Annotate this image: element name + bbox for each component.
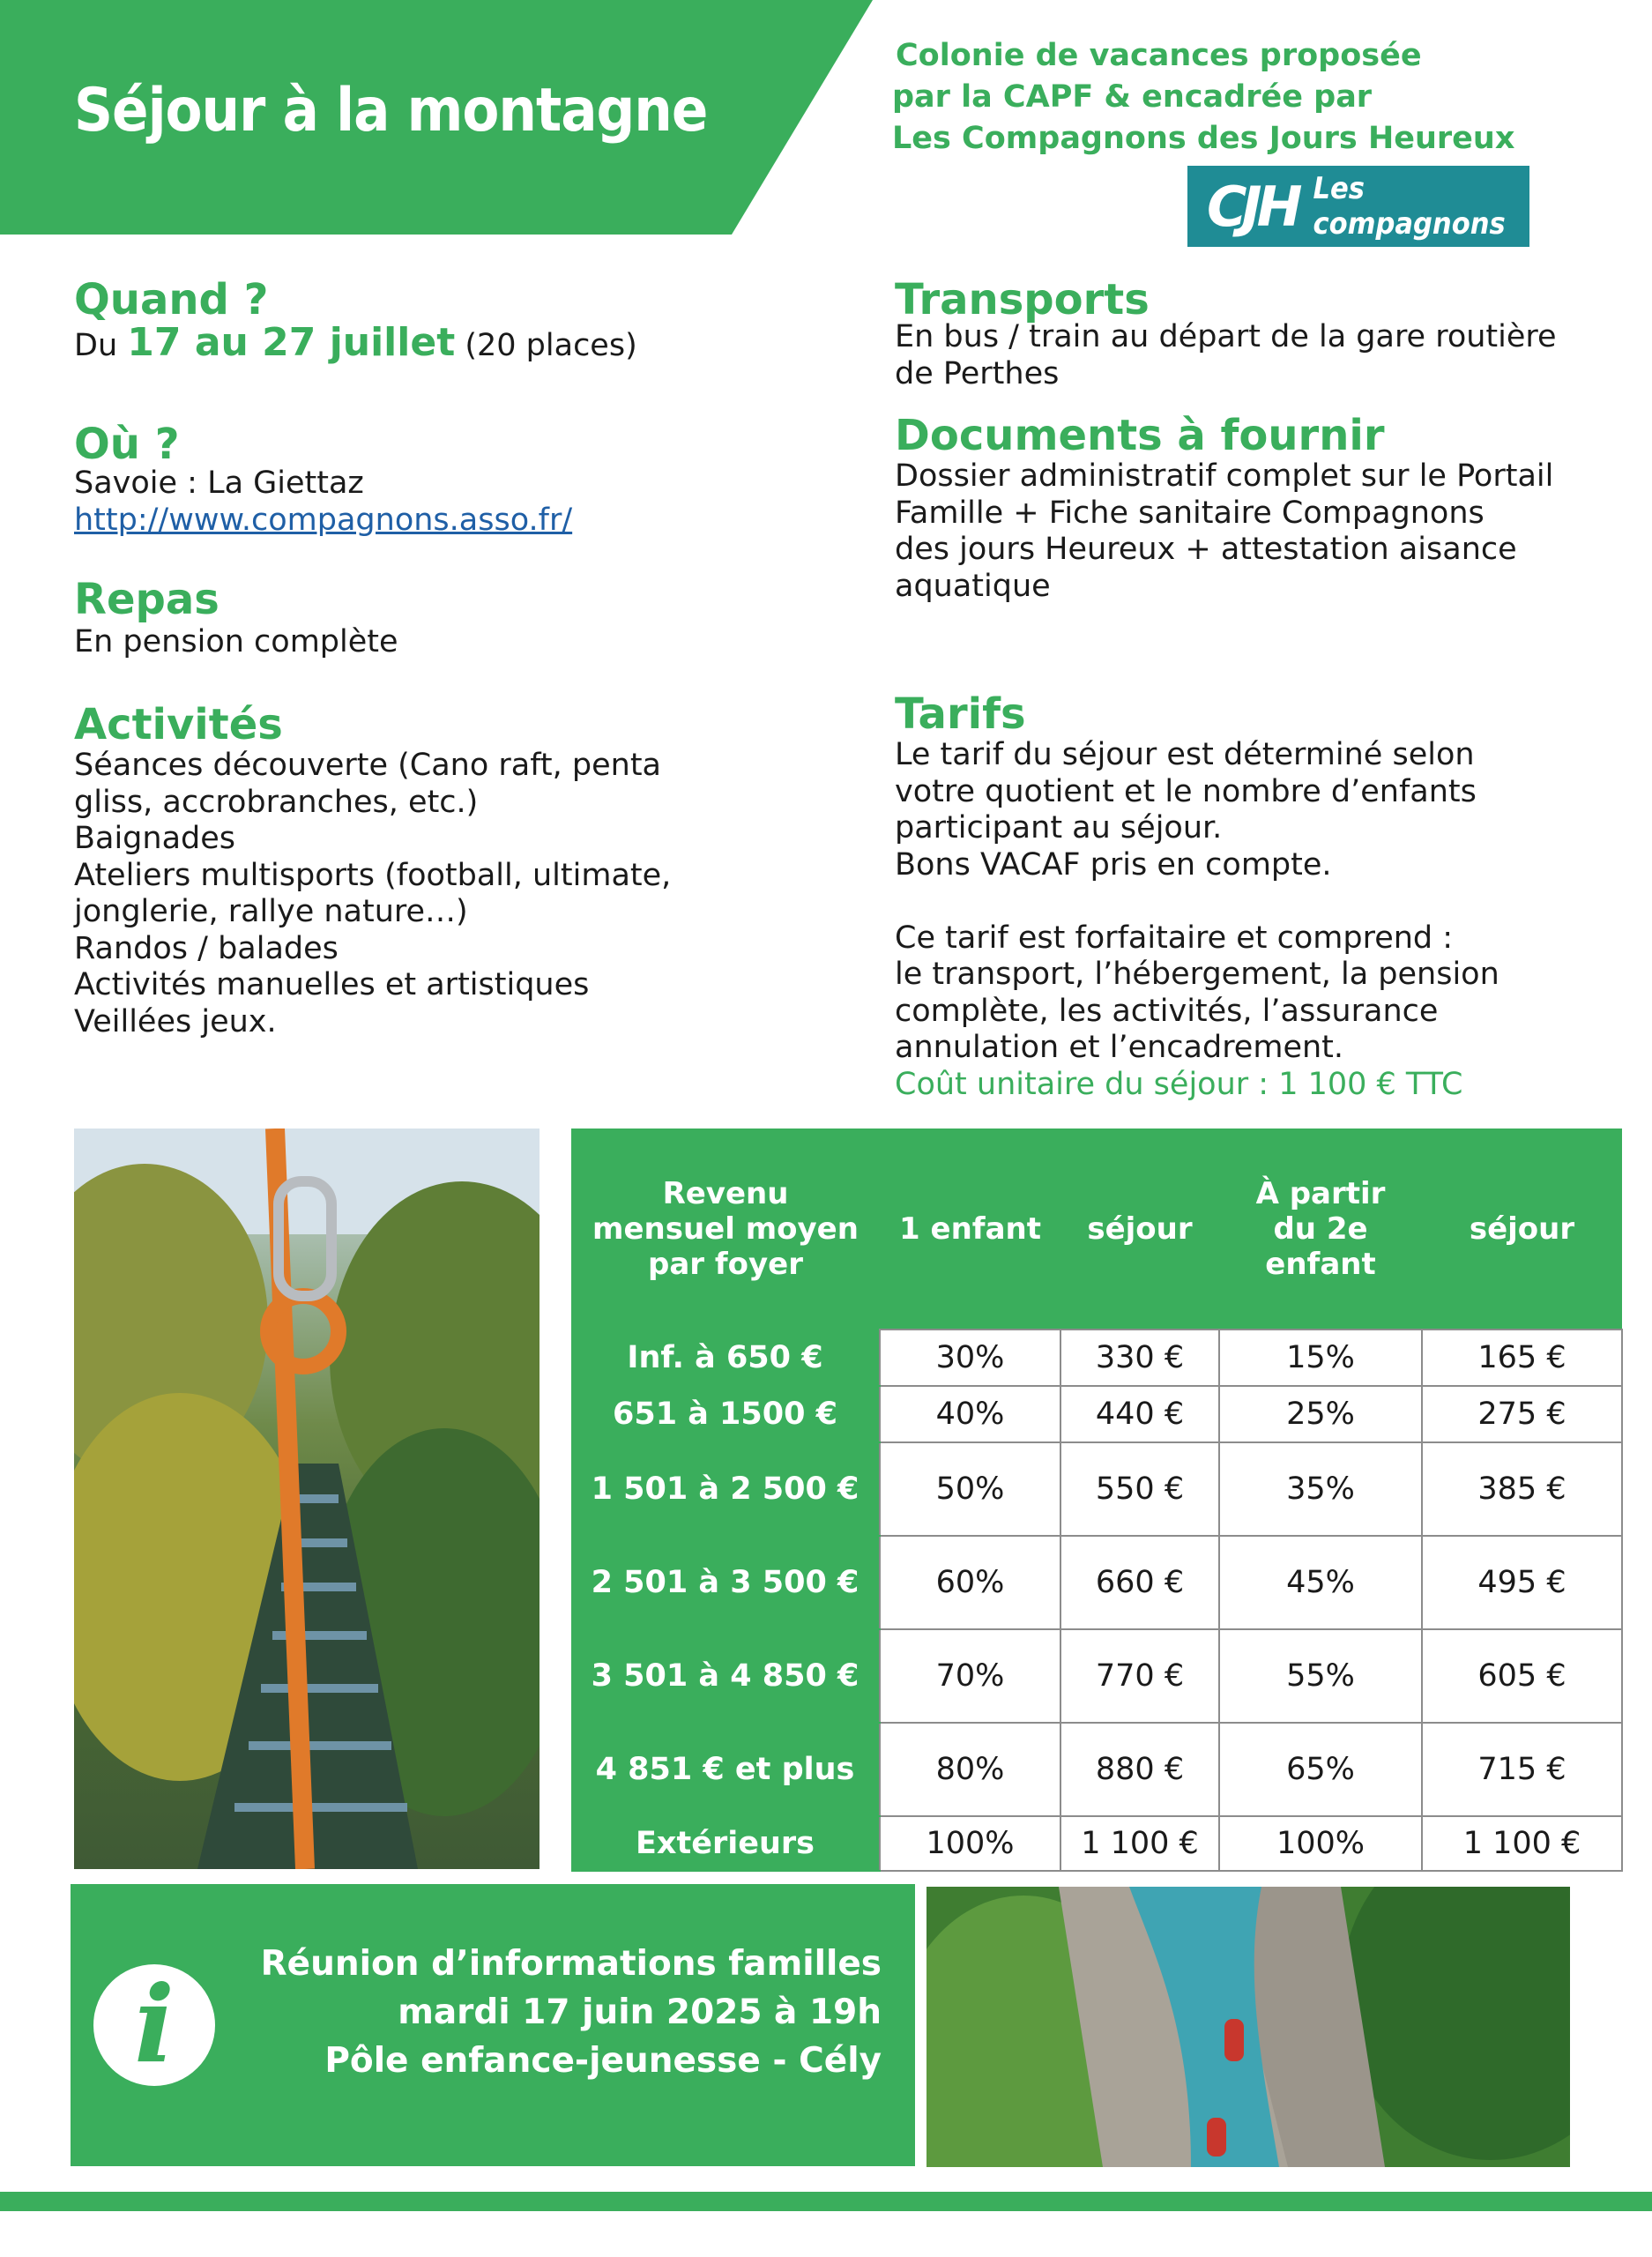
organizer-text [892, 35, 1562, 160]
table-cell: 550 € [1060, 1442, 1219, 1536]
tarifs-line: complète, les activités, l’assurance [895, 993, 1439, 1029]
table-cell: 45% [1219, 1536, 1422, 1629]
tarifs-line: votre quotient et le nombre d’enfants [895, 773, 1477, 809]
table-cell: 660 € [1060, 1536, 1219, 1629]
info-line: Pôle enfance-jeunesse - Cély [324, 2041, 882, 2081]
income-bracket: 2 501 à 3 500 € [571, 1536, 880, 1629]
page-title: Séjour à la montagne [74, 76, 708, 145]
logo-mark: CJH [1207, 174, 1298, 239]
transports-line: En bus / train au départ de la gare routière [895, 319, 1557, 354]
documents-line: des jours Heureux + attestation aisance [895, 532, 1517, 567]
header-line: Revenu [662, 1176, 789, 1211]
info-line: Réunion d’informations familles [260, 1944, 882, 1984]
tarifs-line: Le tarif du séjour est déterminé selon [895, 737, 1475, 772]
income-bracket: 4 851 € et plus [571, 1723, 880, 1816]
activity-line: Ateliers multisports (football, ultimate, [74, 857, 672, 893]
table-cell: 770 € [1060, 1629, 1219, 1723]
table-cell: 100% [1219, 1816, 1422, 1871]
quand-text [74, 320, 637, 365]
tarifs-spacer [895, 883, 1499, 920]
activity-line: gliss, accrobranches, etc.) [74, 784, 479, 820]
organizer-line: par la CAPF & encadrée par [892, 79, 1373, 115]
activity-line: Séances découverte (Cano raft, penta [74, 748, 662, 783]
photo-rafting-river-illustration [926, 1887, 1570, 2167]
documents-line: Dossier administratif complet sur le Portail [895, 458, 1554, 494]
documents-line: Famille + Fiche sanitaire Compagnons [895, 495, 1485, 531]
activites-list [74, 748, 671, 1040]
tarifs-line: participant au séjour. [895, 810, 1223, 845]
header-line: du 2e [1273, 1210, 1368, 1247]
website-link[interactable]: http://www.compagnons.asso.fr/ [74, 502, 573, 538]
header-line: par foyer [647, 1247, 804, 1282]
table-cell: 35% [1219, 1442, 1422, 1536]
ou-heading: Où ? [74, 420, 180, 469]
table-row [571, 1536, 1622, 1629]
table-row [571, 1723, 1622, 1816]
activites-heading: Activités [74, 700, 283, 749]
header-line: 1 enfant [899, 1210, 1041, 1247]
tarifs-text [895, 737, 1499, 1103]
table-cell: 60% [880, 1536, 1060, 1629]
header-line: À partir [1255, 1175, 1386, 1211]
table-row [571, 1386, 1622, 1442]
income-bracket: 3 501 à 4 850 € [571, 1629, 880, 1723]
header-line: séjour [1469, 1210, 1575, 1247]
table-cell: 70% [880, 1629, 1060, 1723]
repas-text: En pension complète [74, 624, 398, 659]
photo-rope-bridge [74, 1128, 540, 1869]
table-cell: 275 € [1422, 1386, 1622, 1442]
table-cell: 40% [880, 1386, 1060, 1442]
tarifs-line: annulation et l’encadrement. [895, 1030, 1344, 1065]
table-cell: 65% [1219, 1723, 1422, 1816]
info-icon [93, 1964, 215, 2086]
ou-place: Savoie : La Giettaz [74, 466, 364, 501]
table-row [571, 1629, 1622, 1723]
compagnons-logo [1187, 166, 1529, 247]
header-sejour-2 [1422, 1128, 1622, 1330]
transports-line: de Perthes [895, 355, 1060, 391]
tarifs-heading: Tarifs [895, 689, 1026, 739]
ou-text [74, 466, 572, 539]
table-cell: 15% [1219, 1330, 1422, 1386]
activity-line: jonglerie, rallye nature…) [74, 894, 468, 929]
repas-heading: Repas [74, 575, 220, 624]
activity-line: Activités manuelles et artistiques [74, 967, 590, 1002]
quand-prefix: Du [74, 328, 128, 363]
income-bracket: 1 501 à 2 500 € [571, 1442, 880, 1536]
table-cell: 55% [1219, 1629, 1422, 1723]
tariff-header-row [571, 1128, 1622, 1330]
tarifs-line: Bons VACAF pris en compte. [895, 846, 1332, 883]
table-cell: 330 € [1060, 1330, 1219, 1386]
table-cell: 80% [880, 1723, 1060, 1816]
header-sejour-1 [1060, 1128, 1219, 1330]
info-meeting-text [229, 1940, 882, 2085]
income-bracket: Extérieurs [571, 1816, 880, 1871]
table-cell: 385 € [1422, 1442, 1622, 1536]
table-cell: 100% [880, 1816, 1060, 1871]
table-row [571, 1442, 1622, 1536]
photo-rafting-river [926, 1887, 1570, 2167]
activity-line: Randos / balades [74, 930, 339, 966]
table-cell: 495 € [1422, 1536, 1622, 1629]
table-row [571, 1816, 1622, 1871]
photo-rope-bridge-illustration [74, 1128, 540, 1869]
tarifs-line: le transport, l’hébergement, la pension [895, 957, 1499, 992]
tariff-table [571, 1128, 1623, 1872]
table-cell: 880 € [1060, 1723, 1219, 1816]
quand-dates: 17 au 27 juillet [127, 320, 456, 365]
header-2e-enfant [1219, 1128, 1422, 1330]
documents-text [895, 458, 1553, 605]
transports-heading: Transports [895, 275, 1150, 324]
table-cell: 715 € [1422, 1723, 1622, 1816]
table-cell: 440 € [1060, 1386, 1219, 1442]
organizer-line: Colonie de vacances proposée [896, 38, 1422, 73]
table-cell: 165 € [1422, 1330, 1622, 1386]
info-line: mardi 17 juin 2025 à 19h [398, 1993, 882, 2032]
activity-line: Baignades [74, 821, 236, 856]
activity-line: Veillées jeux. [74, 1003, 277, 1039]
organizer-line: Les Compagnons des Jours Heureux [892, 121, 1515, 156]
table-cell: 1 100 € [1422, 1816, 1622, 1871]
header-line: mensuel moyen [592, 1211, 859, 1247]
tariff-table-container [571, 1128, 1622, 1869]
quand-heading: Quand ? [74, 275, 269, 324]
documents-line: aquatique [895, 568, 1051, 604]
income-bracket: Inf. à 650 € [571, 1330, 880, 1386]
info-glyph: i [134, 1963, 175, 2087]
table-cell: 25% [1219, 1386, 1422, 1442]
quand-suffix: (20 places) [455, 328, 637, 363]
header-1-enfant [880, 1128, 1060, 1330]
table-cell: 1 100 € [1060, 1816, 1219, 1871]
table-row [571, 1330, 1622, 1386]
logo-wordmark: Les compagnons [1313, 171, 1506, 242]
tarifs-line: Ce tarif est forfaitaire et comprend : [895, 920, 1454, 956]
header-revenu [571, 1128, 880, 1330]
documents-heading: Documents à fournir [895, 411, 1385, 460]
table-cell: 50% [880, 1442, 1060, 1536]
header-line: enfant [1265, 1246, 1376, 1282]
transports-text [895, 319, 1557, 392]
header-line: séjour [1087, 1210, 1193, 1247]
footer-bar [0, 2192, 1652, 2211]
table-cell: 605 € [1422, 1629, 1622, 1723]
income-bracket: 651 à 1500 € [571, 1386, 880, 1442]
table-cell: 30% [880, 1330, 1060, 1386]
unit-cost-line: Coût unitaire du séjour : 1 100 € TTC [895, 1066, 1463, 1102]
